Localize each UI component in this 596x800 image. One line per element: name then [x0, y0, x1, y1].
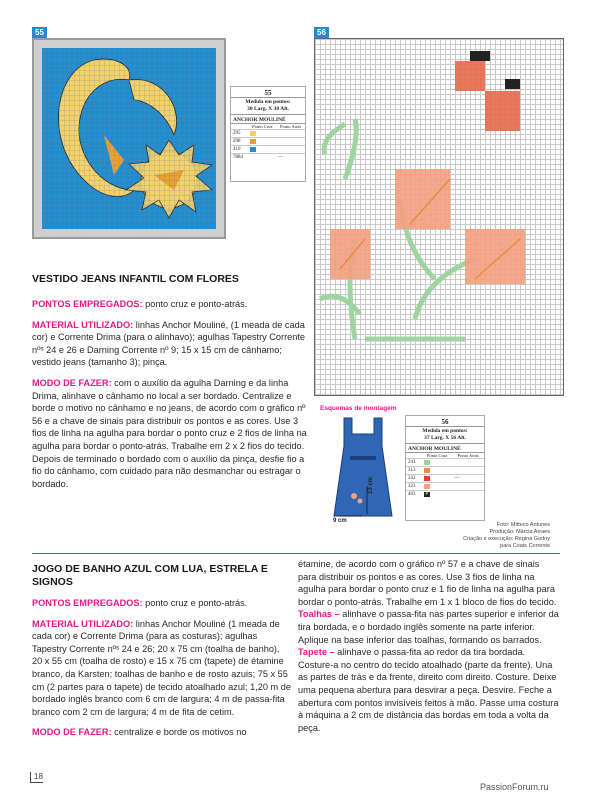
legend-row: 410: [231, 146, 305, 154]
legend-55: [230, 86, 306, 182]
legend-number: 56: [441, 418, 449, 426]
page-number: 18: [30, 772, 43, 783]
section2-col1: PONTOS EMPREGADOS: ponto cruz e ponto-atrás. MATERIAL UTILIZADO: linhas Anchor Mouliné (1 meada de cada cor) e Corrente Drima (para as costuras); agulhas Tapestry Corrente nºˢ 24 e 26; 20 x 75 cm (toalha de banho), 20 x 55 cm (toalha de rosto) e 15 x 75 cm (tapete) de étamine branco, da Karsten; toalhas de banho e de rosto azuis; 75 x 55 cm (2 partes para o tapete) de tecido atoalhado azul; 1,20 m de bordado inglês branco com 6 cm de largura; 4 m de passa-fita branco com 2 cm de largura; 4 m de fita de cetim. MODO DE FAZER: centralize e borde os motivos no: [32, 598, 291, 738]
section1-title: VESTIDO JEANS INFANTIL COM FLORES: [32, 273, 239, 285]
legend-row: 298: [231, 138, 305, 146]
section-divider: [32, 553, 560, 554]
legend-col-header: Ponto Cruz: [422, 453, 453, 459]
chart-badge-56: 56: [314, 27, 329, 38]
legend-56: [405, 415, 485, 521]
chart-55-pattern: [34, 40, 224, 237]
legend-number: 55: [264, 89, 272, 97]
color-swatch: [424, 460, 430, 465]
legend-row: 403 P: [406, 491, 484, 499]
legend-measure: Medida em pontos: 37 Larg. X 56 Alt.: [406, 426, 484, 444]
legend-col-header: Ponto Cruz: [248, 124, 276, 130]
dimension-vertical: 13 cm: [368, 476, 374, 494]
dimension-horizontal: 9 cm: [333, 518, 347, 524]
section2-title: JOGO DE BANHO AZUL COM LUA, ESTRELA E SIGNOS: [32, 563, 268, 588]
legend-brand: ANCHOR MOULINÉ: [233, 117, 286, 123]
assembly-title: Esquemas de montagem: [320, 405, 397, 412]
dress-diagram: [322, 416, 404, 524]
watermark: PassionForum.ru: [480, 782, 549, 792]
color-swatch: [424, 484, 430, 489]
color-swatch: [424, 476, 430, 481]
chart-56-grid: [314, 38, 564, 396]
legend-row: 313: [406, 467, 484, 475]
color-swatch: [250, 139, 256, 144]
chart-55-frame: [32, 38, 226, 239]
legend-measure: Medida em pontos: 30 Larg. X 30 Alt.: [231, 97, 305, 115]
chart-56-pattern: [315, 39, 563, 395]
legend-brand: ANCHOR MOULINÉ: [408, 446, 461, 452]
color-swatch: [250, 131, 256, 136]
legend-col-header: Ponto Atrás: [276, 124, 305, 130]
color-swatch: [424, 468, 430, 473]
photo-credits: Foto: Mitteco Antunes Produção: Márcia Arraes Criação e execução: Regina Godoy para Coats Corrente: [463, 522, 550, 549]
color-swatch: [250, 147, 256, 152]
legend-col-header: Ponto Atrás: [452, 453, 484, 459]
legend-row: 295: [231, 130, 305, 138]
legend-row: 332 —: [406, 475, 484, 483]
color-swatch: P: [425, 491, 429, 497]
legend-table: [231, 123, 305, 161]
chart-badge-55: 55: [32, 27, 47, 38]
legend-row: 241: [406, 459, 484, 467]
legend-table: [406, 452, 484, 498]
section1-body: PONTOS EMPREGADOS: ponto cruz e ponto-atrás. MATERIAL UTILIZADO: linhas Anchor Mouliné, (1 meada de cada cor) e Corrente Drima (para o alinhavo); agulhas Tapestry Corrente nºˢ 24 e 26 e Darning Corrente nº 9; 15 x 15 cm de cânhamo; vestido jeans (tamanho 3); pinça. MODO DE FAZER: com o auxílio da agulha Darning e da linha Drima, alinhave o cânhamo no local a ser bordado. Centralize e borde o motivo no cânhamo e no jeans, de acordo com o gráfico nº 56 e a chave de sinais para distribuir os pontos e as cores. Use 3 fios de linha na agulha para bordar o ponto cruz e 2 fios de linha na agulha para bordar o ponto-atrás. Trabalhe em 2 x 2 fios do tecido. Depois de terminado o bordado com o auxílio da pinça, desfie fio a fio do cânhamo, com cuidado para não desmanchar ou estragar o bordado.: [32, 299, 307, 489]
section2-col2: étamine, de acordo com o gráfico nº 57 e a chave de sinais para distribuir os pontos e as cores. Use 3 fios de linha na agulha para bordar o ponto cruz e 1 fio de linha na agulha para bordar o ponto-atrás. Trabalhe em 1 x 1 bloco de fios do tecido. Toalhas – alinhave o passa-fita nas partes superior e inferior da tira bordada, e o bordado inglês somente na parte inferior. Aplique na base inferior das toalhas, formando os barrados. Tapete – alinhave o passa-fita ao redor da tira bordada. Costure-a no centro do tecido atoalhado (parte da frente). Una as partes de trás e da frente, direito com direito. Costure. Deixe uma pequena abertura para desvirar a peça. Desvire. Feche a abertura com pontos invisíveis feitos à mão. Passe uma costura à máquina a 2 cm de distância das bordas em toda a volta da peça.: [298, 559, 559, 733]
legend-row: 7884 —: [231, 154, 305, 162]
legend-row: 323: [406, 483, 484, 491]
